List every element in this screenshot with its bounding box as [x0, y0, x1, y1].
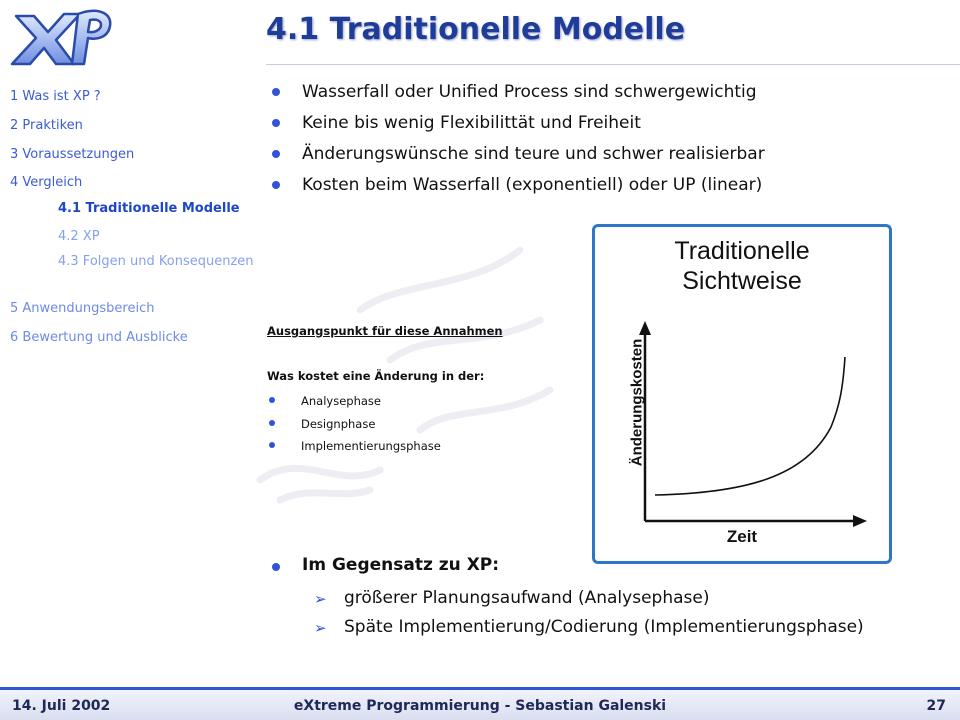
assumptions-heading: Ausgangspunkt für diese Annahmen [267, 324, 503, 338]
background-decoration [220, 200, 580, 520]
sidebar-item-xp[interactable]: 4.2 XP [58, 229, 100, 244]
page-number: 27 [926, 698, 946, 714]
bullet-dot [272, 181, 280, 189]
bullet-dot [269, 420, 275, 426]
list-item: Wasserfall oder Unified Process sind schwergewichtig [272, 80, 765, 111]
list-item: ➢ Späte Implementierung/Codierung (Implementierungsphase) [314, 615, 864, 644]
bullet-dot [272, 88, 280, 96]
slide-footer [0, 687, 960, 720]
list-item: Kosten beim Wasserfall (exponentiell) oder UP (linear) [272, 173, 765, 204]
figure-plot [595, 227, 889, 561]
list-item: Keine bis wenig Flexibilittät und Freiheit [272, 111, 765, 142]
traditional-view-figure [592, 224, 892, 564]
footer-title: eXtreme Programmierung - Sebastian Galenski [293, 698, 667, 714]
sidebar-item-was-ist-xp[interactable]: 1 Was ist XP ? [10, 89, 101, 104]
sidebar-item-folgen-konsequenzen[interactable]: 4.3 Folgen und Konsequenzen [58, 254, 254, 269]
sidebar-item-traditionelle-modelle[interactable]: 4.1 Traditionelle Modelle [58, 201, 240, 216]
bullet-dot [272, 150, 280, 158]
main-bullet-list [272, 80, 765, 204]
list-item: ➢ größerer Planungsaufwand (Analysephase) [314, 586, 864, 615]
bullet-dot [272, 563, 280, 571]
arrow-bullet-icon: ➢ [314, 590, 327, 608]
cost-curve [655, 357, 845, 495]
bullet-dot [269, 397, 275, 403]
figure-title-line2: Sichtweise [682, 267, 802, 295]
figure-y-label: Änderungskosten [628, 338, 646, 467]
footer-date: 14. Juli 2002 [12, 698, 111, 714]
bullet-dot [272, 119, 280, 127]
sidebar-item-voraussetzungen[interactable]: 3 Voraussetzungen [10, 147, 135, 162]
xp-logo [8, 6, 120, 70]
sidebar-item-bewertung-ausblicke[interactable]: 6 Bewertung und Ausblicke [10, 330, 188, 345]
arrow-bullet-icon: ➢ [314, 619, 327, 637]
xp-contrast-heading: Im Gegensatz zu XP: [272, 555, 499, 575]
figure-x-label: Zeit [726, 527, 758, 546]
assumptions-question: Was kostet eine Änderung in der: [267, 369, 485, 383]
xp-contrast-list [314, 586, 864, 644]
x-axis-arrow-icon [853, 515, 867, 527]
bullet-dot [269, 442, 275, 448]
phase-list [267, 393, 441, 461]
page-title: 4.1 Traditionelle Modelle [266, 12, 686, 47]
list-item: Implementierungsphase [267, 438, 441, 461]
list-item: Designphase [267, 416, 441, 439]
sidebar-item-vergleich[interactable]: 4 Vergleich [10, 175, 83, 190]
list-item: Änderungswünsche sind teure und schwer realisierbar [272, 142, 765, 173]
title-divider [266, 64, 960, 65]
figure-title-line1: Traditionelle [674, 237, 810, 265]
sidebar-item-praktiken[interactable]: 2 Praktiken [10, 118, 83, 133]
list-item: Analysephase [267, 393, 441, 416]
y-axis-arrow-icon [639, 321, 651, 335]
sidebar-item-anwendungsbereich[interactable]: 5 Anwendungsbereich [10, 301, 155, 316]
